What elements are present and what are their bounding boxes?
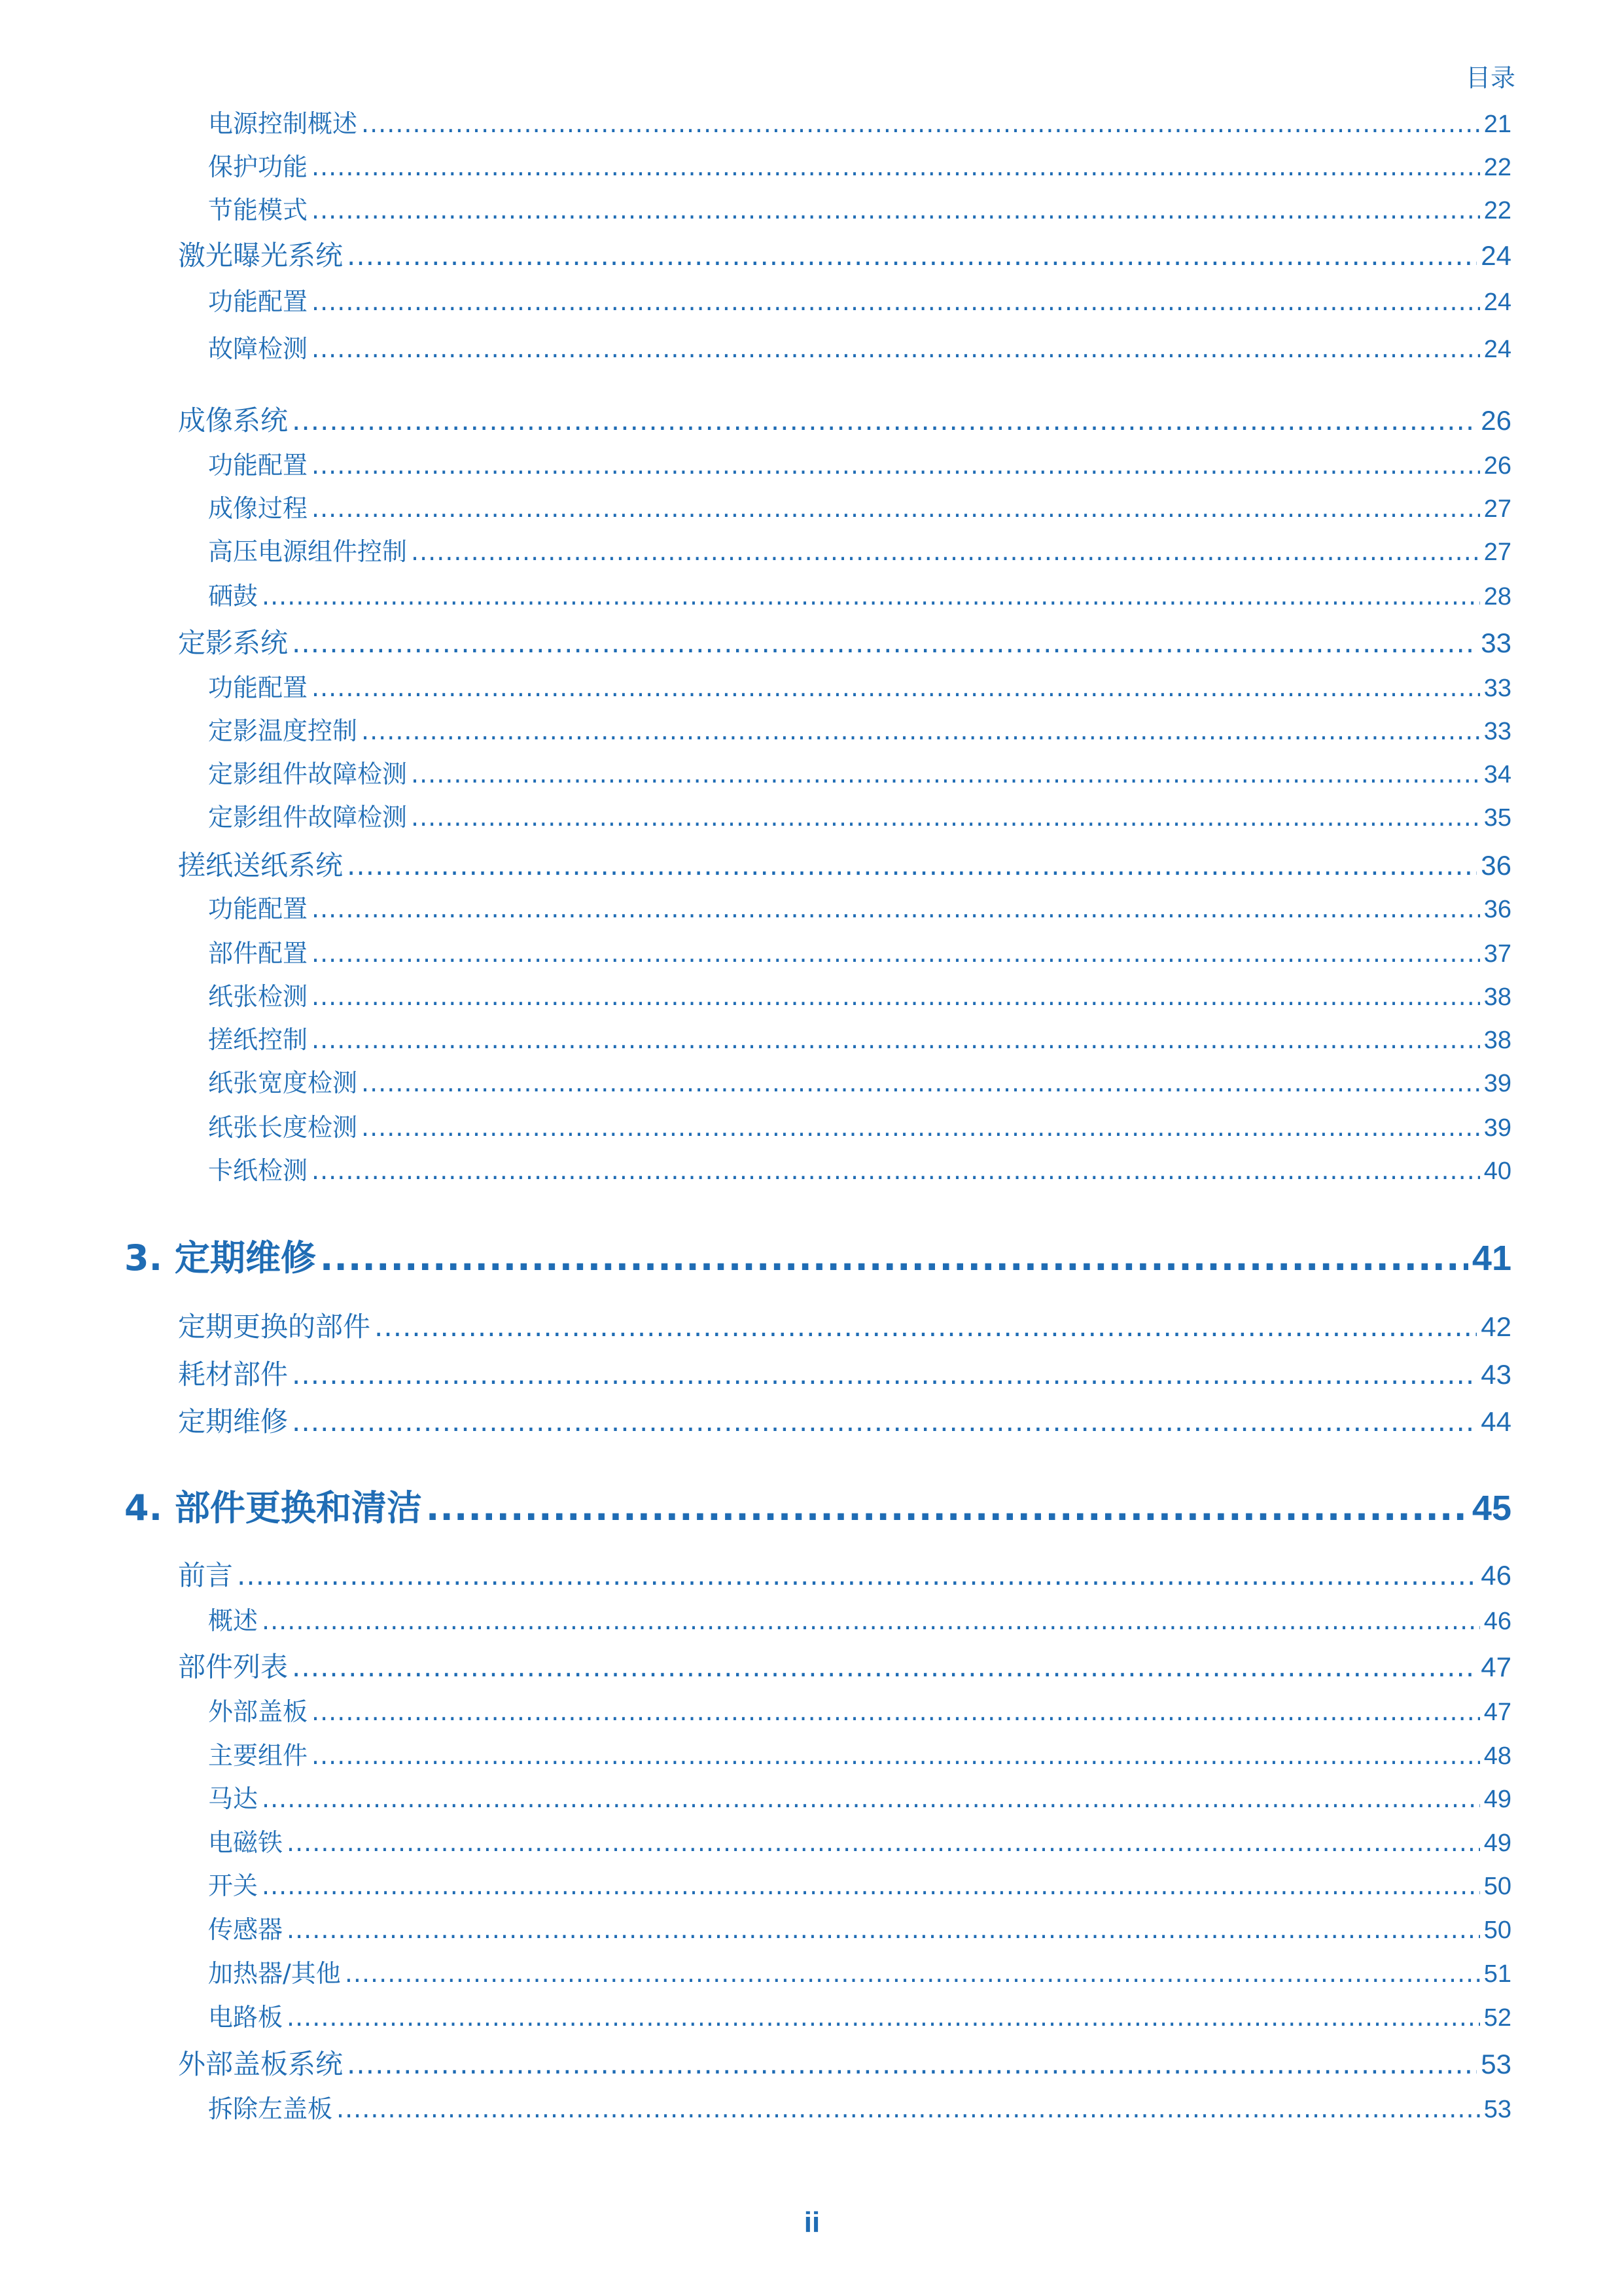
toc-entry-title: 成像系统 bbox=[178, 404, 289, 436]
dot-leader bbox=[287, 1915, 1480, 1944]
toc-entry-title: 卡纸检测 bbox=[208, 1156, 308, 1185]
toc-entry[interactable] bbox=[208, 711, 1511, 747]
toc-entry-page: 49 bbox=[1483, 1829, 1511, 1857]
toc-entry-page: 52 bbox=[1483, 2004, 1511, 2032]
dot-leader bbox=[311, 894, 1480, 923]
toc-entry[interactable] bbox=[208, 147, 1511, 183]
toc-entry-page: 33 bbox=[1483, 718, 1511, 745]
dot-leader bbox=[292, 1405, 1477, 1438]
toc-entry-title: 主要组件 bbox=[208, 1741, 308, 1770]
toc-entry[interactable] bbox=[178, 1554, 1511, 1593]
toc-entry-page: 27 bbox=[1483, 539, 1511, 566]
toc-entry-title: 电磁铁 bbox=[208, 1828, 283, 1857]
toc-entry-page: 28 bbox=[1483, 583, 1511, 610]
dot-leader bbox=[311, 1697, 1480, 1726]
toc-entry-page: 44 bbox=[1481, 1406, 1511, 1437]
toc-entry[interactable] bbox=[208, 1735, 1511, 1771]
toc-entry[interactable] bbox=[208, 328, 1511, 364]
toc-entry[interactable] bbox=[178, 1646, 1511, 1685]
toc-entry-title: 定期维修 bbox=[178, 1405, 289, 1438]
dot-leader bbox=[311, 1741, 1480, 1770]
toc-entry[interactable] bbox=[208, 667, 1511, 703]
toc-entry-title: 成像过程 bbox=[208, 494, 308, 523]
toc-entry-title: 功能配置 bbox=[208, 673, 308, 702]
toc-entry-page: 46 bbox=[1481, 1560, 1511, 1591]
toc-entry[interactable] bbox=[208, 976, 1511, 1012]
toc-entry[interactable] bbox=[208, 1909, 1511, 1945]
toc-entry[interactable] bbox=[208, 1953, 1511, 1989]
toc-entry-title: 外部盖板 bbox=[208, 1697, 308, 1726]
toc-entry-page: 46 bbox=[1483, 1608, 1511, 1635]
toc-entry-page: 43 bbox=[1481, 1359, 1511, 1390]
toc-entry-page: 42 bbox=[1481, 1311, 1511, 1342]
toc-entry[interactable] bbox=[208, 488, 1511, 524]
toc-entry-title: 功能配置 bbox=[208, 287, 308, 316]
toc-entry[interactable] bbox=[208, 1019, 1511, 1055]
toc-entry-page: 27 bbox=[1483, 495, 1511, 523]
toc-entry-page: 33 bbox=[1483, 675, 1511, 702]
toc-entry[interactable] bbox=[124, 1480, 1511, 1530]
toc-entry-title: 故障检测 bbox=[208, 334, 308, 363]
toc-entry-page: 24 bbox=[1481, 240, 1511, 271]
dot-leader bbox=[411, 760, 1480, 788]
dot-leader bbox=[347, 239, 1477, 272]
dot-leader bbox=[311, 494, 1480, 523]
toc-entry-title: 定影系统 bbox=[178, 627, 289, 659]
toc-entry-title: 纸张长度检测 bbox=[208, 1113, 358, 1142]
dot-leader bbox=[411, 537, 1480, 566]
toc-entry-page: 22 bbox=[1483, 197, 1511, 224]
dot-leader bbox=[262, 1606, 1480, 1635]
toc-entry-title: 加热器/其他 bbox=[208, 1959, 341, 1988]
toc-entry[interactable] bbox=[208, 797, 1511, 833]
toc-entry-title: 保护功能 bbox=[208, 152, 308, 181]
toc-entry-title: 前言 bbox=[178, 1559, 234, 1591]
toc-entry-page: 53 bbox=[1483, 2096, 1511, 2123]
toc-entry[interactable] bbox=[208, 889, 1511, 925]
toc-entry[interactable] bbox=[208, 1778, 1511, 1814]
toc-entry[interactable] bbox=[208, 1107, 1511, 1143]
toc-entry[interactable] bbox=[208, 1865, 1511, 1901]
toc-entry-title: 功能配置 bbox=[208, 894, 308, 923]
toc-entry-page: 47 bbox=[1483, 1699, 1511, 1726]
dot-leader bbox=[345, 1959, 1480, 1988]
toc-entry-title: 4. 部件更换和清洁 bbox=[124, 1487, 422, 1528]
toc-entry-page: 45 bbox=[1472, 1489, 1511, 1528]
page-number: ii bbox=[803, 2206, 821, 2238]
toc-entry-title: 高压电源组件控制 bbox=[208, 537, 408, 566]
toc-entry-page: 22 bbox=[1483, 154, 1511, 181]
dot-leader bbox=[311, 982, 1480, 1011]
toc-entry-page: 36 bbox=[1483, 896, 1511, 923]
dot-leader bbox=[311, 287, 1480, 316]
toc-entry[interactable] bbox=[178, 399, 1511, 438]
toc-entry-page: 50 bbox=[1483, 1873, 1511, 1900]
dot-leader bbox=[287, 1828, 1480, 1857]
toc-entry-title: 电路板 bbox=[208, 2003, 283, 2032]
dot-leader bbox=[361, 716, 1480, 745]
toc-entry-title: 激光曝光系统 bbox=[178, 239, 344, 272]
dot-leader bbox=[361, 1113, 1480, 1142]
toc-entry[interactable] bbox=[208, 933, 1511, 969]
toc-entry-page: 26 bbox=[1481, 405, 1511, 436]
toc-entry[interactable] bbox=[178, 1353, 1511, 1392]
toc-entry[interactable] bbox=[208, 576, 1511, 612]
page-header-title: 目录 bbox=[1465, 63, 1515, 92]
toc-entry-title: 马达 bbox=[208, 1784, 258, 1813]
dot-leader bbox=[426, 1487, 1468, 1528]
toc-entry[interactable] bbox=[208, 281, 1511, 317]
toc-entry-page: 36 bbox=[1481, 850, 1511, 881]
toc-entry-page: 39 bbox=[1483, 1070, 1511, 1097]
toc-entry-title: 定影温度控制 bbox=[208, 716, 358, 745]
dot-leader bbox=[292, 1651, 1477, 1683]
toc-entry[interactable] bbox=[208, 1822, 1511, 1858]
toc-entry-page: 49 bbox=[1483, 1786, 1511, 1813]
dot-leader bbox=[361, 1069, 1480, 1097]
dot-leader bbox=[336, 2094, 1480, 2123]
toc-entry-title: 耗材部件 bbox=[178, 1358, 289, 1390]
toc-entry[interactable] bbox=[208, 1150, 1511, 1186]
dot-leader bbox=[311, 673, 1480, 702]
dot-leader bbox=[311, 1025, 1480, 1054]
dot-leader bbox=[262, 1871, 1480, 1900]
toc-entry-page: 33 bbox=[1481, 627, 1511, 658]
toc-entry[interactable] bbox=[178, 844, 1511, 883]
toc-entry[interactable] bbox=[178, 622, 1511, 661]
toc-entry-page: 38 bbox=[1483, 1027, 1511, 1054]
dot-leader bbox=[374, 1311, 1477, 1343]
toc-entry[interactable] bbox=[124, 1230, 1511, 1280]
toc-entry[interactable] bbox=[178, 234, 1511, 274]
dot-leader bbox=[262, 1784, 1480, 1813]
toc-entry[interactable] bbox=[208, 531, 1511, 567]
dot-leader bbox=[320, 1237, 1468, 1279]
toc-entry-page: 40 bbox=[1483, 1157, 1511, 1185]
toc-entry-title: 定影组件故障检测 bbox=[208, 760, 408, 788]
toc-entry-page: 41 bbox=[1472, 1239, 1511, 1278]
toc-entry-page: 26 bbox=[1483, 452, 1511, 480]
toc-entry-page: 38 bbox=[1483, 983, 1511, 1011]
toc-entry-title: 纸张检测 bbox=[208, 982, 308, 1011]
toc-entry-page: 21 bbox=[1483, 111, 1511, 138]
toc-entry-page: 35 bbox=[1483, 804, 1511, 832]
dot-leader bbox=[287, 2003, 1480, 2032]
toc-entry-page: 37 bbox=[1483, 940, 1511, 968]
toc-entry[interactable] bbox=[208, 2089, 1511, 2125]
dot-leader bbox=[292, 627, 1477, 659]
toc-entry-page: 50 bbox=[1483, 1916, 1511, 1944]
toc-entry-title: 部件列表 bbox=[178, 1651, 289, 1683]
toc-entry-title: 开关 bbox=[208, 1871, 258, 1900]
toc-entry-page: 24 bbox=[1483, 336, 1511, 363]
toc-entry[interactable] bbox=[178, 1400, 1511, 1439]
toc-entry[interactable] bbox=[208, 1997, 1511, 2033]
toc-entry-title: 硒鼓 bbox=[208, 582, 258, 610]
dot-leader bbox=[311, 939, 1480, 968]
dot-leader bbox=[292, 404, 1477, 436]
toc-entry-title: 纸张宽度检测 bbox=[208, 1069, 358, 1097]
toc-entry-title: 3. 定期维修 bbox=[124, 1237, 316, 1279]
dot-leader bbox=[311, 196, 1480, 224]
toc-entry-title: 外部盖板系统 bbox=[178, 2048, 344, 2080]
dot-leader bbox=[292, 1358, 1477, 1390]
toc-entry[interactable] bbox=[178, 1305, 1511, 1345]
toc-entry-title: 搓纸控制 bbox=[208, 1025, 308, 1054]
toc-entry[interactable] bbox=[208, 1691, 1511, 1727]
toc-entry-page: 24 bbox=[1483, 289, 1511, 316]
dot-leader bbox=[311, 1156, 1480, 1185]
toc-entry-page: 39 bbox=[1483, 1114, 1511, 1142]
toc-entry-page: 48 bbox=[1483, 1742, 1511, 1770]
toc-entry[interactable] bbox=[208, 445, 1511, 481]
toc-entry[interactable] bbox=[208, 103, 1511, 139]
dot-leader bbox=[262, 582, 1480, 610]
dot-leader bbox=[411, 803, 1480, 832]
toc-entry-title: 拆除左盖板 bbox=[208, 2094, 333, 2123]
toc-entry-page: 51 bbox=[1483, 1960, 1511, 1988]
toc-entry-page: 47 bbox=[1481, 1651, 1511, 1682]
toc-entry[interactable] bbox=[208, 190, 1511, 226]
toc-entry[interactable] bbox=[208, 1600, 1511, 1636]
toc-entry-page: 34 bbox=[1483, 761, 1511, 788]
dot-leader bbox=[311, 334, 1480, 363]
toc-entry-title: 传感器 bbox=[208, 1915, 283, 1944]
toc-entry-title: 节能模式 bbox=[208, 196, 308, 224]
dot-leader bbox=[347, 2048, 1477, 2080]
toc-entry-page: 53 bbox=[1481, 2049, 1511, 2079]
toc-entry-title: 定期更换的部件 bbox=[178, 1311, 371, 1343]
toc-entry-title: 概述 bbox=[208, 1606, 258, 1635]
toc-entry[interactable] bbox=[178, 2043, 1511, 2082]
toc-entry-title: 搓纸送纸系统 bbox=[178, 849, 344, 881]
toc-entry-title: 电源控制概述 bbox=[208, 109, 358, 138]
dot-leader bbox=[347, 849, 1477, 881]
toc-entry[interactable] bbox=[208, 1063, 1511, 1099]
toc-entry-title: 功能配置 bbox=[208, 451, 308, 480]
dot-leader bbox=[237, 1559, 1477, 1591]
toc-entry-title: 部件配置 bbox=[208, 939, 308, 968]
toc-entry[interactable] bbox=[208, 754, 1511, 790]
dot-leader bbox=[361, 109, 1480, 138]
dot-leader bbox=[311, 451, 1480, 480]
dot-leader bbox=[311, 152, 1480, 181]
toc-entry-title: 定影组件故障检测 bbox=[208, 803, 408, 832]
